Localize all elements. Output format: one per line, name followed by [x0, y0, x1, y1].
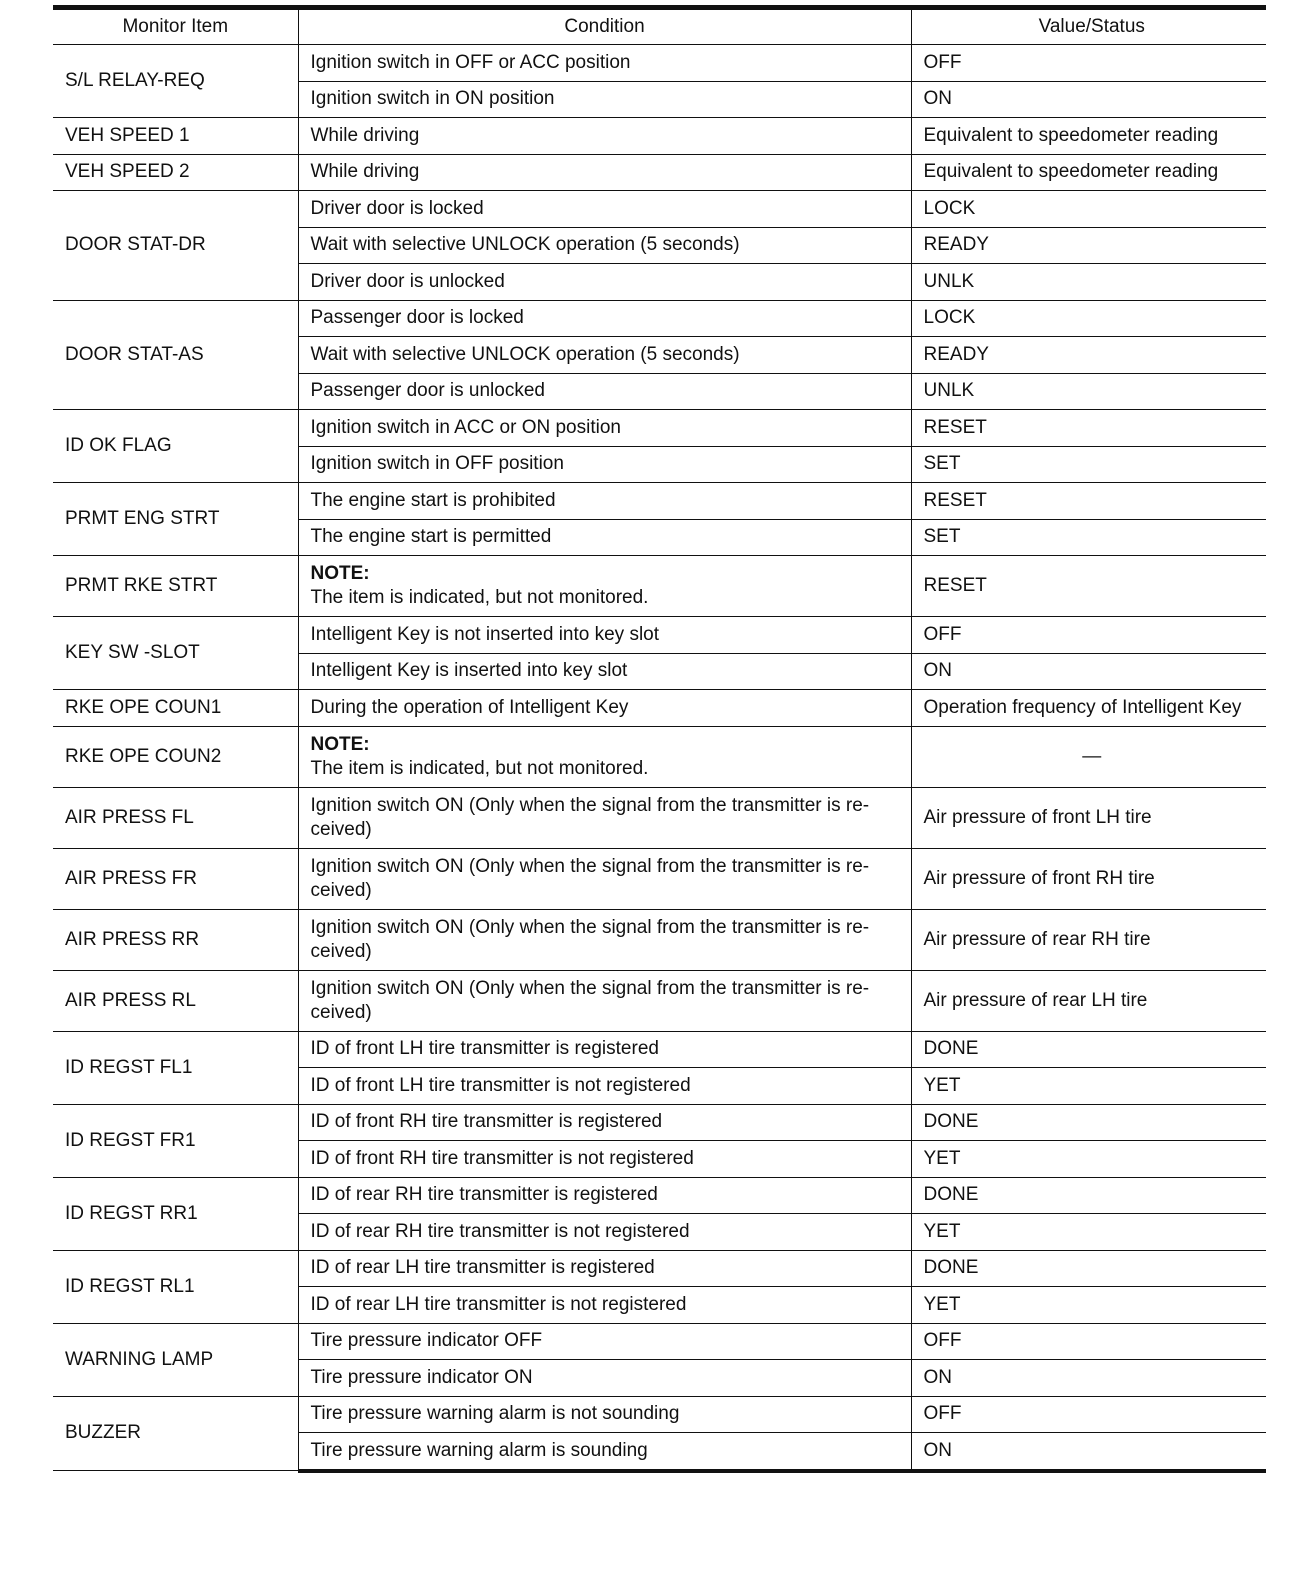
table-row — [53, 787, 1266, 848]
header-value-status: Value/Status — [911, 8, 1266, 45]
condition-cell: ID of rear LH tire transmitter is not registered — [298, 1287, 911, 1324]
condition-cell: Driver door is locked — [298, 191, 911, 228]
condition-cell: ID of front LH tire transmitter is registered — [298, 1031, 911, 1068]
condition-cell: Ignition switch ON (Only when the signal from the transmitter is re-ceived) — [298, 787, 911, 848]
table-row — [53, 45, 1266, 82]
value-status-cell: YET — [911, 1141, 1266, 1178]
monitor-item-cell: ID OK FLAG — [53, 410, 298, 483]
table-row — [53, 300, 1266, 337]
monitor-item-cell: DOOR STAT-AS — [53, 300, 298, 410]
value-status-cell: DONE — [911, 1104, 1266, 1141]
monitor-item-cell: KEY SW -SLOT — [53, 617, 298, 690]
monitor-item-cell: ID REGST FR1 — [53, 1104, 298, 1177]
note-label: NOTE: — [310, 563, 370, 584]
condition-cell: Ignition switch in ON position — [298, 81, 911, 118]
value-status-cell: READY — [911, 227, 1266, 264]
table-row — [53, 690, 1266, 727]
table-row — [53, 1031, 1266, 1068]
condition-cell: ID of front RH tire transmitter is registered — [298, 1104, 911, 1141]
monitor-item-cell: ID REGST RL1 — [53, 1250, 298, 1323]
condition-cell: Tire pressure warning alarm is sounding — [298, 1433, 911, 1471]
header-monitor-item: Monitor Item — [53, 8, 298, 45]
table-row — [53, 970, 1266, 1031]
condition-cell: ID of rear RH tire transmitter is not registered — [298, 1214, 911, 1251]
table-row — [53, 410, 1266, 447]
value-status-cell: OFF — [911, 1323, 1266, 1360]
condition-cell: Ignition switch in OFF position — [298, 446, 911, 483]
value-status-cell: Air pressure of rear LH tire — [911, 970, 1266, 1031]
value-status-cell: READY — [911, 337, 1266, 374]
value-status-cell: Air pressure of rear RH tire — [911, 909, 1266, 970]
value-status-cell: LOCK — [911, 191, 1266, 228]
monitor-item-cell: BUZZER — [53, 1396, 298, 1471]
monitor-item-cell: AIR PRESS FL — [53, 787, 298, 848]
table-row — [53, 1250, 1266, 1287]
value-status-cell: SET — [911, 446, 1266, 483]
note-text: The item is indicated, but not monitored. — [310, 587, 649, 608]
condition-cell: Wait with selective UNLOCK operation (5 seconds) — [298, 337, 911, 374]
value-status-cell: YET — [911, 1214, 1266, 1251]
table-row — [53, 726, 1266, 787]
value-status-cell: DONE — [911, 1177, 1266, 1214]
condition-cell: ID of front RH tire transmitter is not registered — [298, 1141, 911, 1178]
header-condition: Condition — [298, 8, 911, 45]
table-row — [53, 1396, 1266, 1433]
value-status-cell: ON — [911, 1360, 1266, 1397]
condition-cell — [298, 726, 911, 787]
table-row — [53, 154, 1266, 191]
header-row — [53, 8, 1266, 45]
condition-cell: Driver door is unlocked — [298, 264, 911, 301]
table-row — [53, 118, 1266, 155]
condition-cell: While driving — [298, 118, 911, 155]
condition-cell: Intelligent Key is not inserted into key slot — [298, 617, 911, 654]
table-row — [53, 1323, 1266, 1360]
value-status-cell: ON — [911, 1433, 1266, 1471]
value-status-cell: SET — [911, 519, 1266, 556]
value-status-cell: Equivalent to speedometer reading — [911, 154, 1266, 191]
table-row — [53, 617, 1266, 654]
table-row — [53, 556, 1266, 617]
value-status-cell: YET — [911, 1068, 1266, 1105]
condition-cell: The engine start is permitted — [298, 519, 911, 556]
value-status-cell: DONE — [911, 1250, 1266, 1287]
monitor-item-cell: RKE OPE COUN1 — [53, 690, 298, 727]
condition-cell: Ignition switch ON (Only when the signal from the transmitter is re-ceived) — [298, 909, 911, 970]
condition-cell: Tire pressure indicator ON — [298, 1360, 911, 1397]
table-row — [53, 483, 1266, 520]
value-status-cell: OFF — [911, 45, 1266, 82]
condition-cell: Passenger door is unlocked — [298, 373, 911, 410]
condition-cell: Wait with selective UNLOCK operation (5 seconds) — [298, 227, 911, 264]
value-status-cell: DONE — [911, 1031, 1266, 1068]
condition-cell: Ignition switch ON (Only when the signal from the transmitter is re-ceived) — [298, 848, 911, 909]
value-status-cell: UNLK — [911, 264, 1266, 301]
table-row — [53, 1104, 1266, 1141]
monitor-item-cell: S/L RELAY-REQ — [53, 45, 298, 118]
monitor-item-cell: ID REGST FL1 — [53, 1031, 298, 1104]
condition-cell — [298, 556, 911, 617]
condition-cell: The engine start is prohibited — [298, 483, 911, 520]
monitor-item-cell: VEH SPEED 2 — [53, 154, 298, 191]
monitor-item-cell: AIR PRESS FR — [53, 848, 298, 909]
value-status-cell: Equivalent to speedometer reading — [911, 118, 1266, 155]
table-row — [53, 848, 1266, 909]
value-status-cell: YET — [911, 1287, 1266, 1324]
value-status-cell: Air pressure of front RH tire — [911, 848, 1266, 909]
table-row — [53, 191, 1266, 228]
value-status-cell: — — [911, 726, 1266, 787]
monitor-item-cell: ID REGST RR1 — [53, 1177, 298, 1250]
monitor-item-cell: RKE OPE COUN2 — [53, 726, 298, 787]
condition-cell: During the operation of Intelligent Key — [298, 690, 911, 727]
monitor-item-cell: AIR PRESS RL — [53, 970, 298, 1031]
value-status-cell: RESET — [911, 556, 1266, 617]
monitor-item-table — [53, 5, 1266, 1473]
value-status-cell: Operation frequency of Intelligent Key — [911, 690, 1266, 727]
monitor-item-cell: AIR PRESS RR — [53, 909, 298, 970]
condition-cell: Ignition switch in ACC or ON position — [298, 410, 911, 447]
condition-cell: ID of front LH tire transmitter is not registered — [298, 1068, 911, 1105]
table-row — [53, 909, 1266, 970]
table-row — [53, 1177, 1266, 1214]
condition-cell: Tire pressure warning alarm is not sounding — [298, 1396, 911, 1433]
condition-cell: Ignition switch in OFF or ACC position — [298, 45, 911, 82]
value-status-cell: LOCK — [911, 300, 1266, 337]
value-status-cell: RESET — [911, 483, 1266, 520]
value-status-cell: RESET — [911, 410, 1266, 447]
value-status-cell: ON — [911, 653, 1266, 690]
monitor-item-cell: DOOR STAT-DR — [53, 191, 298, 301]
condition-cell: ID of rear LH tire transmitter is registered — [298, 1250, 911, 1287]
monitor-item-cell: PRMT RKE STRT — [53, 556, 298, 617]
condition-cell: While driving — [298, 154, 911, 191]
value-status-cell: UNLK — [911, 373, 1266, 410]
value-status-cell: OFF — [911, 1396, 1266, 1433]
value-status-cell: ON — [911, 81, 1266, 118]
note-label: NOTE: — [310, 733, 370, 755]
value-status-cell: OFF — [911, 617, 1266, 654]
value-status-cell: Air pressure of front LH tire — [911, 787, 1266, 848]
condition-cell: Tire pressure indicator OFF — [298, 1323, 911, 1360]
condition-cell: Intelligent Key is inserted into key slot — [298, 653, 911, 690]
condition-cell: ID of rear RH tire transmitter is registered — [298, 1177, 911, 1214]
note-text: The item is indicated, but not monitored. — [310, 757, 649, 779]
monitor-item-cell: VEH SPEED 1 — [53, 118, 298, 155]
monitor-item-cell: WARNING LAMP — [53, 1323, 298, 1396]
monitor-item-cell: PRMT ENG STRT — [53, 483, 298, 556]
condition-cell: Passenger door is locked — [298, 300, 911, 337]
condition-cell: Ignition switch ON (Only when the signal from the transmitter is re-ceived) — [298, 970, 911, 1031]
table-body — [53, 45, 1266, 1471]
